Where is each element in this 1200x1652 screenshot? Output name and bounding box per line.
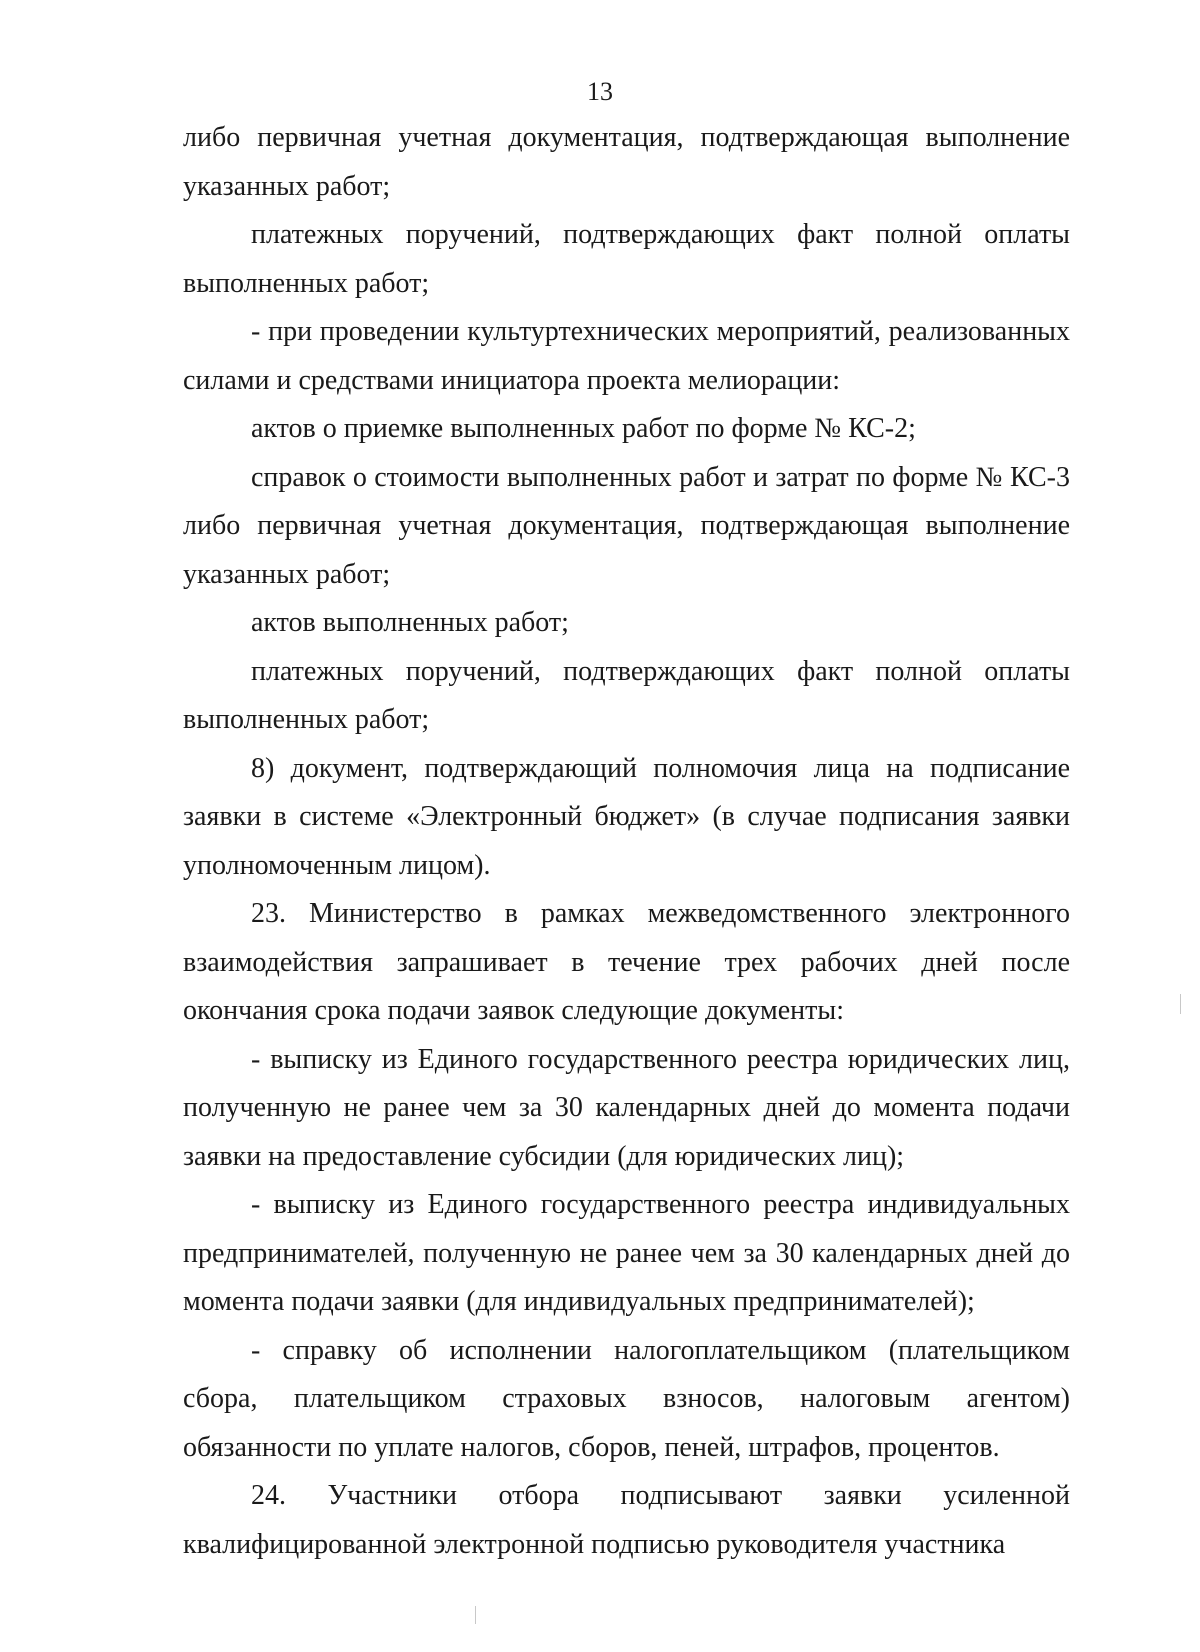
paragraph-payment-orders: платежных поручений, подтверждающих факт полной оплаты выполненных работ; (183, 219, 1070, 299)
paragraph-continuation: либо первичная учетная документация, подтверждающая выполнение указанных работ; (183, 122, 1070, 202)
paragraph-egrip-extract: - выписку из Единого государственного реестра индивидуальных предпринимателей, полученную не ранее чем за 30 календарных дней до момента подачи заявки (для индивидуальных предпринимателей); (183, 1189, 1070, 1317)
paragraph-section-23: 23. Министерство в рамках межведомственного электронного взаимодействия запрашивает в течение трех рабочих дней после окончания срока подачи заявок следующие документы: (183, 898, 1070, 1026)
paragraph-tax-certificate: - справку об исполнении налогоплательщиком (плательщиком сбора, плательщиком страховых взносов, налоговым агентом) обязанности по уплате налогов, сборов, пеней, штрафов, процентов. (183, 1334, 1070, 1463)
paragraph-item-8: 8) документ, подтверждающий полномочия лица на подписание заявки в системе «Электронный бюджет» (в случае подписания заявки уполномоченным лицом). (183, 752, 1070, 881)
scan-artifact (475, 1606, 476, 1624)
paragraph-payment-orders-2: платежных поручений, подтверждающих факт полной оплаты выполненных работ; (183, 655, 1070, 735)
paragraph-egrul-extract: - выписку из Единого государственного реестра юридических лиц, полученную не ранее чем за 30 календарных дней до момента подачи заявки на предоставление субсидии (для юридических лиц); (183, 1043, 1070, 1172)
paragraph-section-24: 24. Участники отбора подписывают заявки усиленной квалифицированной электронной подписью руководителя участника (183, 1480, 1070, 1560)
paragraph-cultural-technical-measures: - при проведении культуртехнических мероприятий, реализованных силами и средствами инициатора проекта мелиорации: (183, 316, 1070, 396)
page-number: 13 (587, 77, 613, 106)
document-body (183, 114, 1070, 1569)
paragraph-completed-work-acts: актов выполненных работ; (251, 607, 569, 638)
paragraph-ks3-certificates: справок о стоимости выполненных работ и затрат по форме № КС-3 либо первичная учетная документация, подтверждающая выполнение указанных работ; (183, 461, 1070, 590)
scan-artifact (1180, 994, 1181, 1014)
paragraph-ks2-acts: актов о приемке выполненных работ по форме № КС-2; (251, 413, 916, 444)
